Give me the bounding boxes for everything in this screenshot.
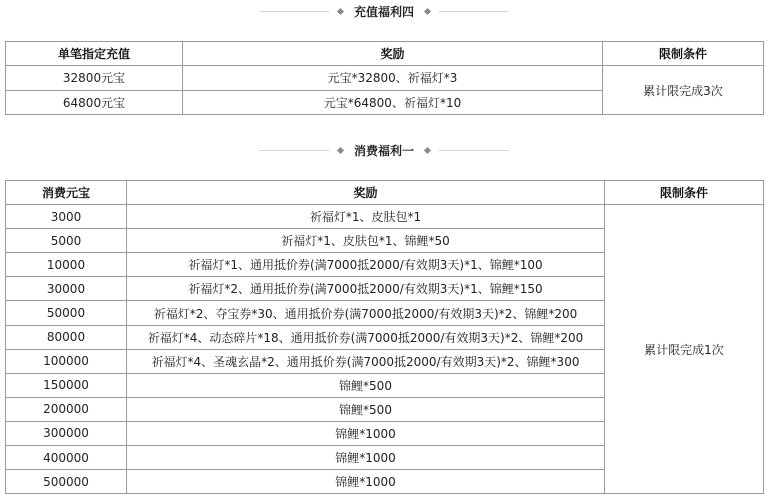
header-cell: 限制条件	[605, 181, 764, 205]
section-title-consume	[0, 139, 768, 161]
amount-cell: 50000	[6, 301, 127, 325]
header-cell: 单笔指定充值	[6, 42, 183, 66]
header-cell: 奖励	[127, 181, 605, 205]
reward-cell: 锦鲤*500	[127, 397, 605, 421]
amount-cell: 100000	[6, 349, 127, 373]
reward-cell: 锦鲤*1000	[127, 421, 605, 445]
reward-cell: 祈福灯*2、通用抵价券(满7000抵2000/有效期3天)*1、锦鲤*150	[127, 277, 605, 301]
reward-cell: 祈福灯*1、通用抵价券(满7000抵2000/有效期3天)*1、锦鲤*100	[127, 253, 605, 277]
reward-cell: 祈福灯*1、皮肤包*1、锦鲤*50	[127, 229, 605, 253]
table-row	[6, 205, 764, 229]
section-title-recharge	[0, 0, 768, 22]
amount-cell: 30000	[6, 277, 127, 301]
reward-cell: 祈福灯*4、圣魂玄晶*2、通用抵价券(满7000抵2000/有效期3天)*2、锦鲤*300	[127, 349, 605, 373]
divider-right	[439, 11, 509, 12]
amount-cell: 400000	[6, 446, 127, 470]
diamond-icon	[424, 7, 431, 14]
amount-cell: 3000	[6, 205, 127, 229]
amount-cell: 32800元宝	[6, 66, 183, 90]
reward-cell: 锦鲤*1000	[127, 446, 605, 470]
amount-cell: 200000	[6, 397, 127, 421]
consume-reward-table	[5, 180, 764, 494]
header-cell: 消费元宝	[6, 181, 127, 205]
divider-left	[259, 150, 329, 151]
reward-cell: 祈福灯*2、夺宝券*30、通用抵价券(满7000抵2000/有效期3天)*2、锦鲤*200	[127, 301, 605, 325]
diamond-icon	[337, 146, 344, 153]
reward-cell: 元宝*64800、祈福灯*10	[183, 90, 603, 114]
limit-cell: 累计限完成3次	[603, 66, 764, 115]
table-row	[6, 66, 764, 90]
reward-cell: 元宝*32800、祈福灯*3	[183, 66, 603, 90]
reward-cell: 祈福灯*1、皮肤包*1	[127, 205, 605, 229]
recharge-reward-table	[5, 41, 764, 115]
reward-cell: 锦鲤*500	[127, 373, 605, 397]
reward-cell: 祈福灯*4、动态碎片*18、通用抵价券(满7000抵2000/有效期3天)*2、锦鲤*200	[127, 325, 605, 349]
amount-cell: 5000	[6, 229, 127, 253]
amount-cell: 80000	[6, 325, 127, 349]
limit-cell: 累计限完成1次	[605, 205, 764, 494]
diamond-icon	[337, 7, 344, 14]
reward-cell: 锦鲤*1000	[127, 470, 605, 494]
divider-left	[259, 11, 329, 12]
amount-cell: 500000	[6, 470, 127, 494]
section-heading: 充值福利四	[353, 4, 414, 19]
table-header-row	[6, 181, 764, 205]
diamond-icon	[424, 146, 431, 153]
amount-cell: 300000	[6, 421, 127, 445]
divider-right	[439, 150, 509, 151]
header-cell: 奖励	[183, 42, 603, 66]
header-cell: 限制条件	[603, 42, 764, 66]
amount-cell: 64800元宝	[6, 90, 183, 114]
amount-cell: 10000	[6, 253, 127, 277]
amount-cell: 150000	[6, 373, 127, 397]
section-heading: 消费福利一	[353, 143, 414, 158]
table-header-row	[6, 42, 764, 66]
